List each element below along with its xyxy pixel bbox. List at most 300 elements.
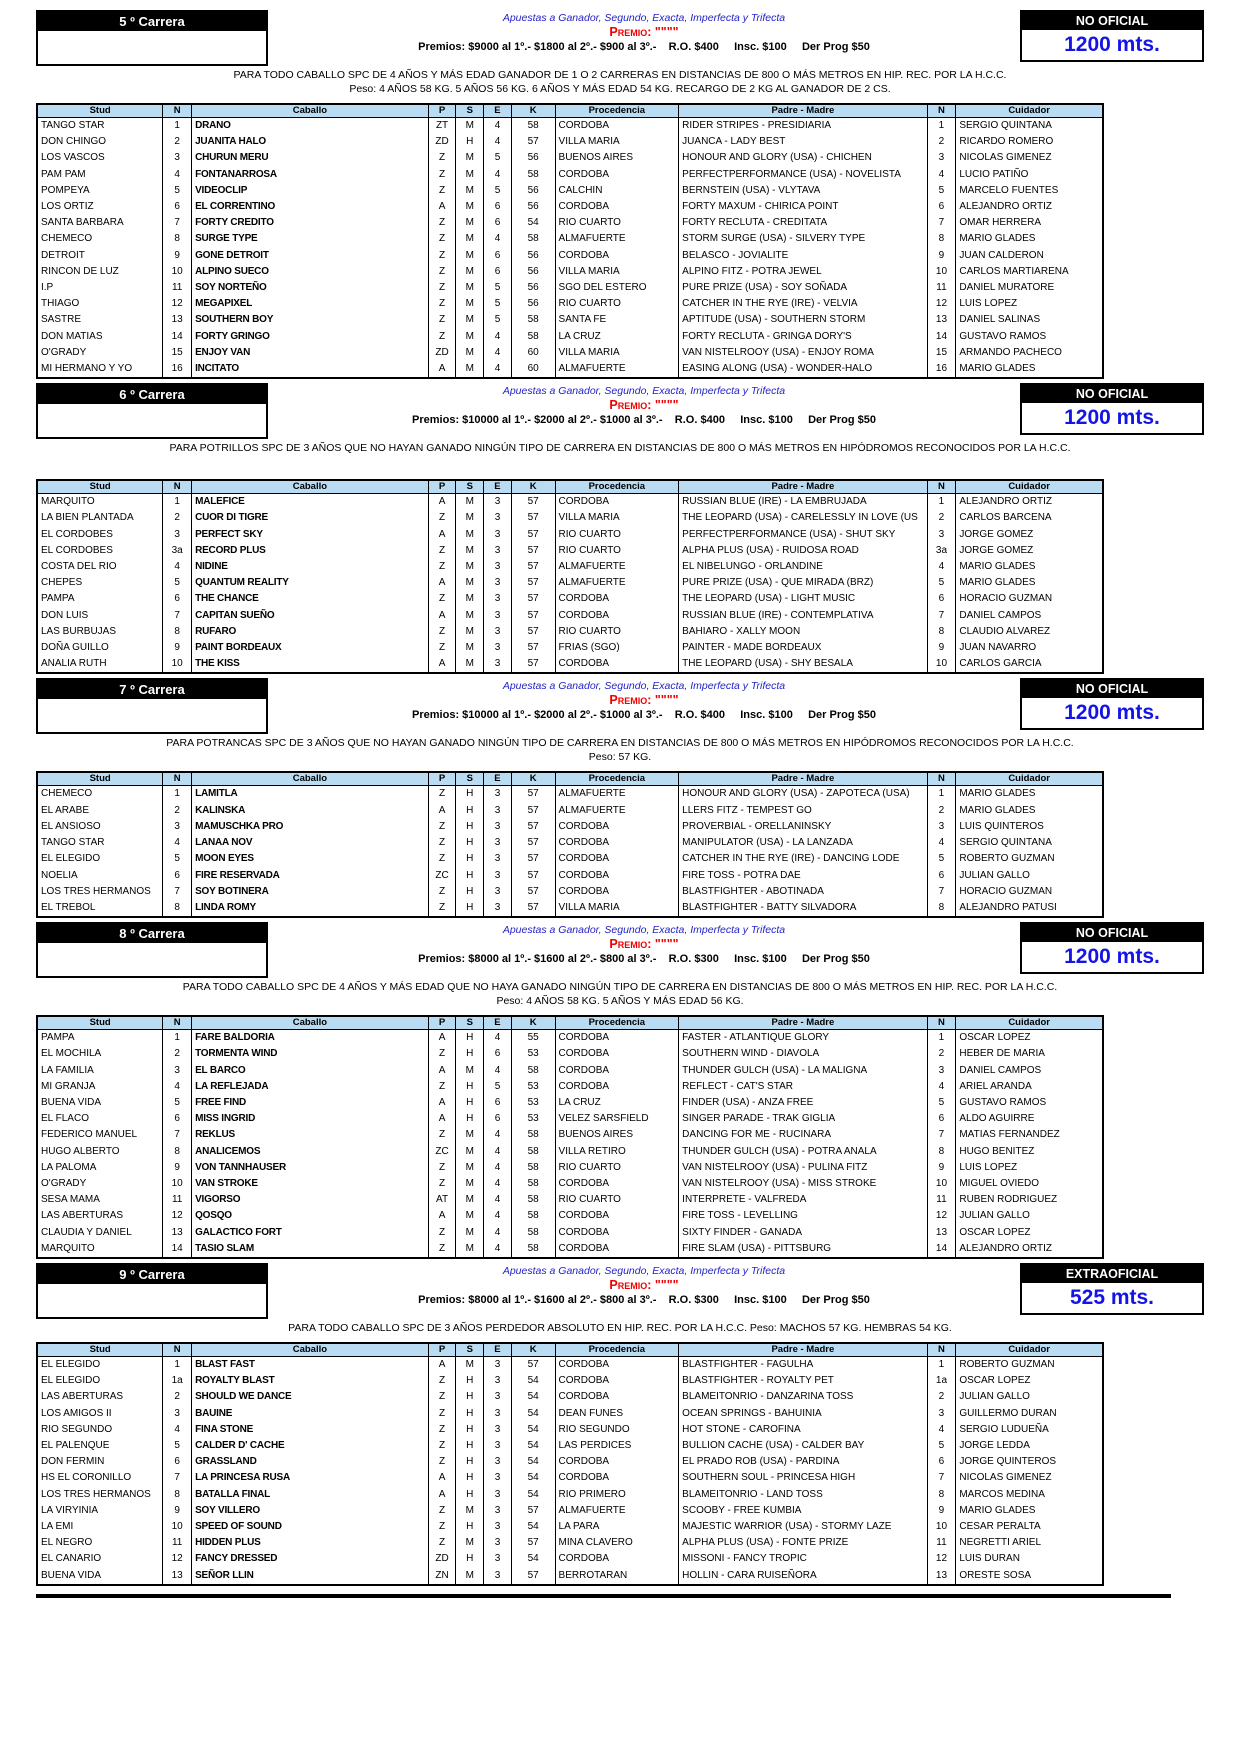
entry-row xyxy=(37,231,1103,247)
cell-stud: RINCON DE LUZ xyxy=(37,264,163,280)
cell-stud: THIAGO xyxy=(37,296,163,312)
cell-horse-name: TASIO SLAM xyxy=(192,1241,429,1258)
entry-row xyxy=(37,1470,1103,1486)
cell-pelaje: Z xyxy=(428,786,456,803)
cell-sexo: M xyxy=(456,1176,484,1192)
cell-edad: 5 xyxy=(484,280,512,296)
cell-horse-name: FARE BALDORIA xyxy=(192,1030,429,1047)
cell-edad: 3 xyxy=(484,1389,512,1405)
cell-sexo: H xyxy=(456,1373,484,1389)
cell-procedencia: MINA CLAVERO xyxy=(555,1535,679,1551)
cell-cuidador: ROBERTO GUZMAN xyxy=(956,1356,1103,1373)
cell-padre-madre: BLASTFIGHTER - ABOTINADA xyxy=(679,884,927,900)
cell-procedencia: ALMAFUERTE xyxy=(555,231,679,247)
entry-row xyxy=(37,361,1103,378)
cell-sexo: M xyxy=(456,361,484,378)
cell-procedencia: CALCHIN xyxy=(555,183,679,199)
cell-number2: 14 xyxy=(927,329,956,345)
cell-cuidador: NEGRETTI ARIEL xyxy=(956,1535,1103,1551)
cell-horse-name: CALDER D' CACHE xyxy=(192,1438,429,1454)
cell-number: 3 xyxy=(163,150,192,166)
cell-number: 14 xyxy=(163,329,192,345)
cell-number2: 8 xyxy=(927,231,956,247)
race-number-blank-area xyxy=(38,1284,266,1317)
cell-pelaje: A xyxy=(428,1470,456,1486)
cell-kilos: 57 xyxy=(511,819,555,835)
entry-row xyxy=(37,167,1103,183)
cell-edad: 6 xyxy=(484,215,512,231)
race-center-text xyxy=(268,10,1020,55)
cell-cuidador: CLAUDIO ALVAREZ xyxy=(956,624,1103,640)
cell-padre-madre: EL PRADO ROB (USA) - PARDINA xyxy=(679,1454,927,1470)
cell-pelaje: Z xyxy=(428,296,456,312)
cell-procedencia: ALMAFUERTE xyxy=(555,361,679,378)
cell-number: 12 xyxy=(163,1551,192,1567)
cell-edad: 5 xyxy=(484,1079,512,1095)
cell-number2: 1 xyxy=(927,118,956,135)
cell-sexo: H xyxy=(456,851,484,867)
cell-pelaje: A xyxy=(428,1208,456,1224)
cell-padre-madre: FORTY RECLUTA - CREDITATA xyxy=(679,215,927,231)
race-conditions xyxy=(36,736,1204,764)
cell-sexo: H xyxy=(456,819,484,835)
cell-pelaje: A xyxy=(428,494,456,511)
entry-row xyxy=(37,656,1103,673)
race-header xyxy=(36,922,1204,978)
cell-pelaje: ZT xyxy=(428,118,456,135)
entry-row xyxy=(37,215,1103,231)
cell-pelaje: Z xyxy=(428,329,456,345)
entry-row xyxy=(37,494,1103,511)
cell-procedencia: VILLA MARIA xyxy=(555,900,679,917)
cell-number: 1 xyxy=(163,494,192,511)
cell-cuidador: ALEJANDRO ORTIZ xyxy=(956,494,1103,511)
cell-horse-name: LINDA ROMY xyxy=(192,900,429,917)
col-header-sexo: S xyxy=(456,1343,484,1357)
cell-procedencia: FRIAS (SGO) xyxy=(555,640,679,656)
cell-edad: 3 xyxy=(484,608,512,624)
cell-procedencia: VILLA RETIRO xyxy=(555,1144,679,1160)
cell-sexo: H xyxy=(456,134,484,150)
cell-procedencia: CORDOBA xyxy=(555,1079,679,1095)
cell-kilos: 57 xyxy=(511,868,555,884)
cell-edad: 4 xyxy=(484,1241,512,1258)
cell-procedencia: RIO CUARTO xyxy=(555,1192,679,1208)
cell-padre-madre: BLAMEITONRIO - DANZARINA TOSS xyxy=(679,1389,927,1405)
cell-number: 10 xyxy=(163,264,192,280)
cell-horse-name: SOY VILLERO xyxy=(192,1503,429,1519)
col-header-caballo: Caballo xyxy=(192,1016,429,1030)
cell-edad: 4 xyxy=(484,361,512,378)
entry-row xyxy=(37,150,1103,166)
cell-padre-madre: THE LEOPARD (USA) - CARELESSLY IN LOVE (US xyxy=(679,510,927,526)
cell-pelaje: Z xyxy=(428,167,456,183)
cell-stud: DETROIT xyxy=(37,248,163,264)
cell-cuidador: DANIEL MURATORE xyxy=(956,280,1103,296)
cell-pelaje: Z xyxy=(428,312,456,328)
cell-cuidador: CARLOS BARCENA xyxy=(956,510,1103,526)
cell-edad: 4 xyxy=(484,1208,512,1224)
entry-row xyxy=(37,591,1103,607)
cell-kilos: 57 xyxy=(511,591,555,607)
cell-horse-name: ENJOY VAN xyxy=(192,345,429,361)
cell-stud: RIO SEGUNDO xyxy=(37,1422,163,1438)
cell-padre-madre: ALPINO FITZ - POTRA JEWEL xyxy=(679,264,927,280)
cell-kilos: 54 xyxy=(511,215,555,231)
cell-padre-madre: PERFECTPERFORMANCE (USA) - NOVELISTA xyxy=(679,167,927,183)
cell-horse-name: CUOR DI TIGRE xyxy=(192,510,429,526)
cell-horse-name: QOSQO xyxy=(192,1208,429,1224)
entry-row xyxy=(37,1406,1103,1422)
cell-padre-madre: HONOUR AND GLORY (USA) - ZAPOTECA (USA) xyxy=(679,786,927,803)
cell-cuidador: MIGUEL OVIEDO xyxy=(956,1176,1103,1192)
cell-number2: 8 xyxy=(927,900,956,917)
cell-horse-name: MAMUSCHKA PRO xyxy=(192,819,429,835)
race-number-blank-area xyxy=(38,404,266,437)
entries-table xyxy=(36,1342,1104,1586)
cell-stud: EL CORDOBES xyxy=(37,543,163,559)
cell-cuidador: LUCIO PATIÑO xyxy=(956,167,1103,183)
entry-row xyxy=(37,608,1103,624)
cell-padre-madre: STORM SURGE (USA) - SILVERY TYPE xyxy=(679,231,927,247)
cell-edad: 5 xyxy=(484,312,512,328)
cell-horse-name: ANALICEMOS xyxy=(192,1144,429,1160)
entry-row xyxy=(37,835,1103,851)
premios-line: Premios: $10000 al 1º.- $2000 al 2º.- $1000 al 3º.- R.O. $400 Insc. $100 Der Prog $50 xyxy=(412,414,876,427)
cell-cuidador: JORGE GOMEZ xyxy=(956,527,1103,543)
cell-number2: 13 xyxy=(927,312,956,328)
cell-stud: LOS TRES HERMANOS xyxy=(37,1487,163,1503)
cell-padre-madre: SCOOBY - FREE KUMBIA xyxy=(679,1503,927,1519)
cell-kilos: 54 xyxy=(511,1519,555,1535)
cell-pelaje: A xyxy=(428,1356,456,1373)
cell-number: 10 xyxy=(163,656,192,673)
cell-procedencia: CORDOBA xyxy=(555,494,679,511)
bets-line: Apuestas a Ganador, Segundo, Exacta, Imperfecta y Trifecta xyxy=(502,1264,786,1277)
cell-number: 9 xyxy=(163,1503,192,1519)
col-header-edad: E xyxy=(484,104,512,118)
cell-horse-name: JUANITA HALO xyxy=(192,134,429,150)
entry-row xyxy=(37,1519,1103,1535)
table-header-row xyxy=(37,1343,1103,1357)
bets-line: Apuestas a Ganador, Segundo, Exacta, Imperfecta y Trifecta xyxy=(502,680,786,693)
cell-procedencia: VELEZ SARSFIELD xyxy=(555,1111,679,1127)
cell-stud: BUENA VIDA xyxy=(37,1568,163,1585)
cell-pelaje: Z xyxy=(428,1176,456,1192)
cell-number: 8 xyxy=(163,231,192,247)
entry-row xyxy=(37,900,1103,917)
cell-horse-name: TORMENTA WIND xyxy=(192,1046,429,1062)
cell-horse-name: FANCY DRESSED xyxy=(192,1551,429,1567)
distance-area xyxy=(1022,942,1202,972)
cell-number2: 2 xyxy=(927,803,956,819)
cell-stud: FEDERICO MANUEL xyxy=(37,1127,163,1143)
cell-kilos: 58 xyxy=(511,1208,555,1224)
cell-number2: 9 xyxy=(927,248,956,264)
cell-pelaje: Z xyxy=(428,1160,456,1176)
distance-label: 1200 mts. xyxy=(1064,945,1160,969)
cell-stud: BUENA VIDA xyxy=(37,1095,163,1111)
cell-pelaje: A xyxy=(428,1487,456,1503)
cell-number: 2 xyxy=(163,1389,192,1405)
cell-number2: 6 xyxy=(927,1454,956,1470)
cell-horse-name: THE KISS xyxy=(192,656,429,673)
cell-kilos: 58 xyxy=(511,329,555,345)
entry-row xyxy=(37,1095,1103,1111)
cell-cuidador: LUIS DURAN xyxy=(956,1551,1103,1567)
cell-stud: TANGO STAR xyxy=(37,118,163,135)
cell-edad: 4 xyxy=(484,1063,512,1079)
cell-edad: 3 xyxy=(484,868,512,884)
cell-padre-madre: THUNDER GULCH (USA) - POTRA ANALA xyxy=(679,1144,927,1160)
cell-padre-madre: SOUTHERN WIND - DIAVOLA xyxy=(679,1046,927,1062)
cell-edad: 3 xyxy=(484,1568,512,1585)
cell-sexo: M xyxy=(456,640,484,656)
cell-number: 6 xyxy=(163,1454,192,1470)
cell-number: 4 xyxy=(163,835,192,851)
cell-padre-madre: HONOUR AND GLORY (USA) - CHICHEN xyxy=(679,150,927,166)
cell-pelaje: Z xyxy=(428,1241,456,1258)
cell-sexo: H xyxy=(456,1487,484,1503)
cell-number2: 10 xyxy=(927,1176,956,1192)
col-header-pelaje: P xyxy=(428,1343,456,1357)
cell-cuidador: MARCOS MEDINA xyxy=(956,1487,1103,1503)
cell-sexo: H xyxy=(456,1079,484,1095)
race-center-text xyxy=(268,383,1020,428)
cell-padre-madre: RIDER STRIPES - PRESIDIARIA xyxy=(679,118,927,135)
entry-row xyxy=(37,296,1103,312)
cell-horse-name: MISS INGRID xyxy=(192,1111,429,1127)
race-header xyxy=(36,1263,1204,1319)
cell-kilos: 58 xyxy=(511,1127,555,1143)
cell-cuidador: ALDO AGUIRRE xyxy=(956,1111,1103,1127)
cell-padre-madre: SINGER PARADE - TRAK GIGLIA xyxy=(679,1111,927,1127)
cell-number: 2 xyxy=(163,510,192,526)
cell-padre-madre: THE LEOPARD (USA) - LIGHT MUSIC xyxy=(679,591,927,607)
cell-procedencia: CORDOBA xyxy=(555,1241,679,1258)
cell-kilos: 57 xyxy=(511,543,555,559)
cell-edad: 3 xyxy=(484,591,512,607)
cell-number: 1 xyxy=(163,118,192,135)
cell-cuidador: OSCAR LOPEZ xyxy=(956,1373,1103,1389)
cell-horse-name: GALACTICO FORT xyxy=(192,1225,429,1241)
cell-sexo: M xyxy=(456,312,484,328)
col-header-edad: E xyxy=(484,1343,512,1357)
cell-kilos: 56 xyxy=(511,264,555,280)
entry-row xyxy=(37,1422,1103,1438)
cell-number: 1 xyxy=(163,1030,192,1047)
cell-procedencia: CORDOBA xyxy=(555,884,679,900)
race-condition-line: PARA TODO CABALLO SPC DE 3 AÑOS PERDEDOR ABSOLUTO EN HIP. REC. POR LA H.C.C. Peso: MACHOS 57 KG. HEMBRAS 54 KG. xyxy=(288,1321,952,1334)
cell-padre-madre: PURE PRIZE (USA) - QUE MIRADA (BRZ) xyxy=(679,575,927,591)
entry-row xyxy=(37,280,1103,296)
cell-procedencia: CORDOBA xyxy=(555,1551,679,1567)
cell-sexo: M xyxy=(456,1241,484,1258)
cell-cuidador: OSCAR LOPEZ xyxy=(956,1225,1103,1241)
cell-horse-name: LA PRINCESA RUSA xyxy=(192,1470,429,1486)
distance-area xyxy=(1022,698,1202,728)
cell-horse-name: SOY BOTINERA xyxy=(192,884,429,900)
cell-kilos: 58 xyxy=(511,1160,555,1176)
cell-procedencia: BUENOS AIRES xyxy=(555,150,679,166)
cell-edad: 3 xyxy=(484,656,512,673)
cell-cuidador: JULIAN GALLO xyxy=(956,1208,1103,1224)
cell-edad: 3 xyxy=(484,884,512,900)
race-number-label: 7 º Carrera xyxy=(38,680,266,699)
cell-number2: 7 xyxy=(927,215,956,231)
col-header-caballo: Caballo xyxy=(192,772,429,786)
cell-padre-madre: BLAMEITONRIO - LAND TOSS xyxy=(679,1487,927,1503)
bottom-rule xyxy=(36,1594,1171,1598)
race-header xyxy=(36,10,1204,66)
col-header-number: N xyxy=(163,480,192,494)
cell-number2: 6 xyxy=(927,1111,956,1127)
cell-padre-madre: FIRE TOSS - POTRA DAE xyxy=(679,868,927,884)
cell-number2: 5 xyxy=(927,1438,956,1454)
entry-row xyxy=(37,1454,1103,1470)
cell-number: 7 xyxy=(163,884,192,900)
entry-row xyxy=(37,1192,1103,1208)
cell-sexo: M xyxy=(456,1503,484,1519)
cell-number: 9 xyxy=(163,1160,192,1176)
col-header-sexo: S xyxy=(456,104,484,118)
cell-pelaje: A xyxy=(428,1063,456,1079)
cell-procedencia: RIO PRIMERO xyxy=(555,1487,679,1503)
cell-cuidador: GUILLERMO DURAN xyxy=(956,1406,1103,1422)
cell-padre-madre: BLASTFIGHTER - ROYALTY PET xyxy=(679,1373,927,1389)
cell-sexo: M xyxy=(456,345,484,361)
cell-cuidador: OSCAR LOPEZ xyxy=(956,1030,1103,1047)
col-header-procedencia: Procedencia xyxy=(555,1343,679,1357)
cell-stud: PAM PAM xyxy=(37,167,163,183)
cell-number2: 5 xyxy=(927,1095,956,1111)
cell-sexo: H xyxy=(456,1519,484,1535)
premio-line: Premio: """" xyxy=(609,1277,679,1292)
official-label: NO OFICIAL xyxy=(1022,924,1202,942)
cell-padre-madre: INTERPRETE - VALFREDA xyxy=(679,1192,927,1208)
cell-number2: 1 xyxy=(927,1030,956,1047)
cell-padre-madre: PERFECTPERFORMANCE (USA) - SHUT SKY xyxy=(679,527,927,543)
cell-cuidador: ARMANDO PACHECO xyxy=(956,345,1103,361)
cell-edad: 4 xyxy=(484,134,512,150)
cell-procedencia: RIO CUARTO xyxy=(555,624,679,640)
cell-stud: EL ELEGIDO xyxy=(37,851,163,867)
cell-kilos: 58 xyxy=(511,1241,555,1258)
cell-stud: LA EMI xyxy=(37,1519,163,1535)
cell-edad: 4 xyxy=(484,329,512,345)
cell-pelaje: Z xyxy=(428,1519,456,1535)
cell-edad: 3 xyxy=(484,900,512,917)
cell-stud: HS EL CORONILLO xyxy=(37,1470,163,1486)
cell-pelaje: Z xyxy=(428,231,456,247)
cell-kilos: 57 xyxy=(511,559,555,575)
cell-padre-madre: FORTY RECLUTA - GRINGA DORY'S xyxy=(679,329,927,345)
cell-stud: DOÑA GUILLO xyxy=(37,640,163,656)
cell-kilos: 57 xyxy=(511,1356,555,1373)
cell-stud: LAS ABERTURAS xyxy=(37,1389,163,1405)
cell-cuidador: ARIEL ARANDA xyxy=(956,1079,1103,1095)
cell-pelaje: Z xyxy=(428,1389,456,1405)
col-header-kilos: K xyxy=(511,104,555,118)
cell-procedencia: CORDOBA xyxy=(555,851,679,867)
cell-edad: 4 xyxy=(484,1192,512,1208)
cell-number2: 1 xyxy=(927,786,956,803)
cell-cuidador: MARCELO FUENTES xyxy=(956,183,1103,199)
table-header-row xyxy=(37,104,1103,118)
cell-horse-name: QUANTUM REALITY xyxy=(192,575,429,591)
cell-sexo: M xyxy=(456,1144,484,1160)
cell-sexo: M xyxy=(456,231,484,247)
cell-kilos: 57 xyxy=(511,527,555,543)
cell-horse-name: LANAA NOV xyxy=(192,835,429,851)
col-header-kilos: K xyxy=(511,772,555,786)
cell-pelaje: ZD xyxy=(428,134,456,150)
cell-stud: DON MATIAS xyxy=(37,329,163,345)
cell-kilos: 57 xyxy=(511,1535,555,1551)
race-section-9 xyxy=(36,1263,1204,1586)
cell-edad: 3 xyxy=(484,543,512,559)
entry-row xyxy=(37,1241,1103,1258)
cell-number: 8 xyxy=(163,1144,192,1160)
cell-pelaje: Z xyxy=(428,1373,456,1389)
race-number-blank-area xyxy=(38,699,266,732)
cell-kilos: 58 xyxy=(511,1144,555,1160)
cell-stud: LA BIEN PLANTADA xyxy=(37,510,163,526)
cell-number: 4 xyxy=(163,167,192,183)
cell-number: 8 xyxy=(163,1487,192,1503)
cell-kilos: 57 xyxy=(511,134,555,150)
cell-pelaje: ZD xyxy=(428,345,456,361)
cell-cuidador: RUBEN RODRIGUEZ xyxy=(956,1192,1103,1208)
cell-sexo: M xyxy=(456,264,484,280)
cell-edad: 3 xyxy=(484,1454,512,1470)
cell-padre-madre: HOT STONE - CAROFINA xyxy=(679,1422,927,1438)
cell-kilos: 56 xyxy=(511,248,555,264)
col-header-number2: N xyxy=(927,480,956,494)
entry-row xyxy=(37,118,1103,135)
cell-number2: 12 xyxy=(927,296,956,312)
race-number-label: 6 º Carrera xyxy=(38,385,266,404)
cell-sexo: H xyxy=(456,1389,484,1405)
cell-stud: LAS ABERTURAS xyxy=(37,1208,163,1224)
cell-kilos: 57 xyxy=(511,851,555,867)
distance-label: 525 mts. xyxy=(1069,1285,1155,1309)
race-conditions xyxy=(36,980,1204,1008)
col-header-procedencia: Procedencia xyxy=(555,772,679,786)
cell-stud: SESA MAMA xyxy=(37,1192,163,1208)
cell-number: 1 xyxy=(163,1356,192,1373)
cell-sexo: M xyxy=(456,215,484,231)
cell-number2: 1 xyxy=(927,494,956,511)
cell-padre-madre: MISSONI - FANCY TROPIC xyxy=(679,1551,927,1567)
cell-horse-name: KALINSKA xyxy=(192,803,429,819)
cell-edad: 3 xyxy=(484,819,512,835)
cell-cuidador: MARIO GLADES xyxy=(956,1503,1103,1519)
cell-cuidador: SERGIO QUINTANA xyxy=(956,118,1103,135)
premio-line: Premio: """" xyxy=(609,693,679,708)
cell-horse-name: MEGAPIXEL xyxy=(192,296,429,312)
cell-number: 5 xyxy=(163,851,192,867)
cell-sexo: H xyxy=(456,1111,484,1127)
cell-sexo: H xyxy=(456,835,484,851)
cell-kilos: 57 xyxy=(511,624,555,640)
cell-pelaje: A xyxy=(428,1030,456,1047)
entry-row xyxy=(37,640,1103,656)
cell-edad: 4 xyxy=(484,1127,512,1143)
cell-horse-name: SURGE TYPE xyxy=(192,231,429,247)
cell-edad: 3 xyxy=(484,1551,512,1567)
cell-pelaje: Z xyxy=(428,591,456,607)
